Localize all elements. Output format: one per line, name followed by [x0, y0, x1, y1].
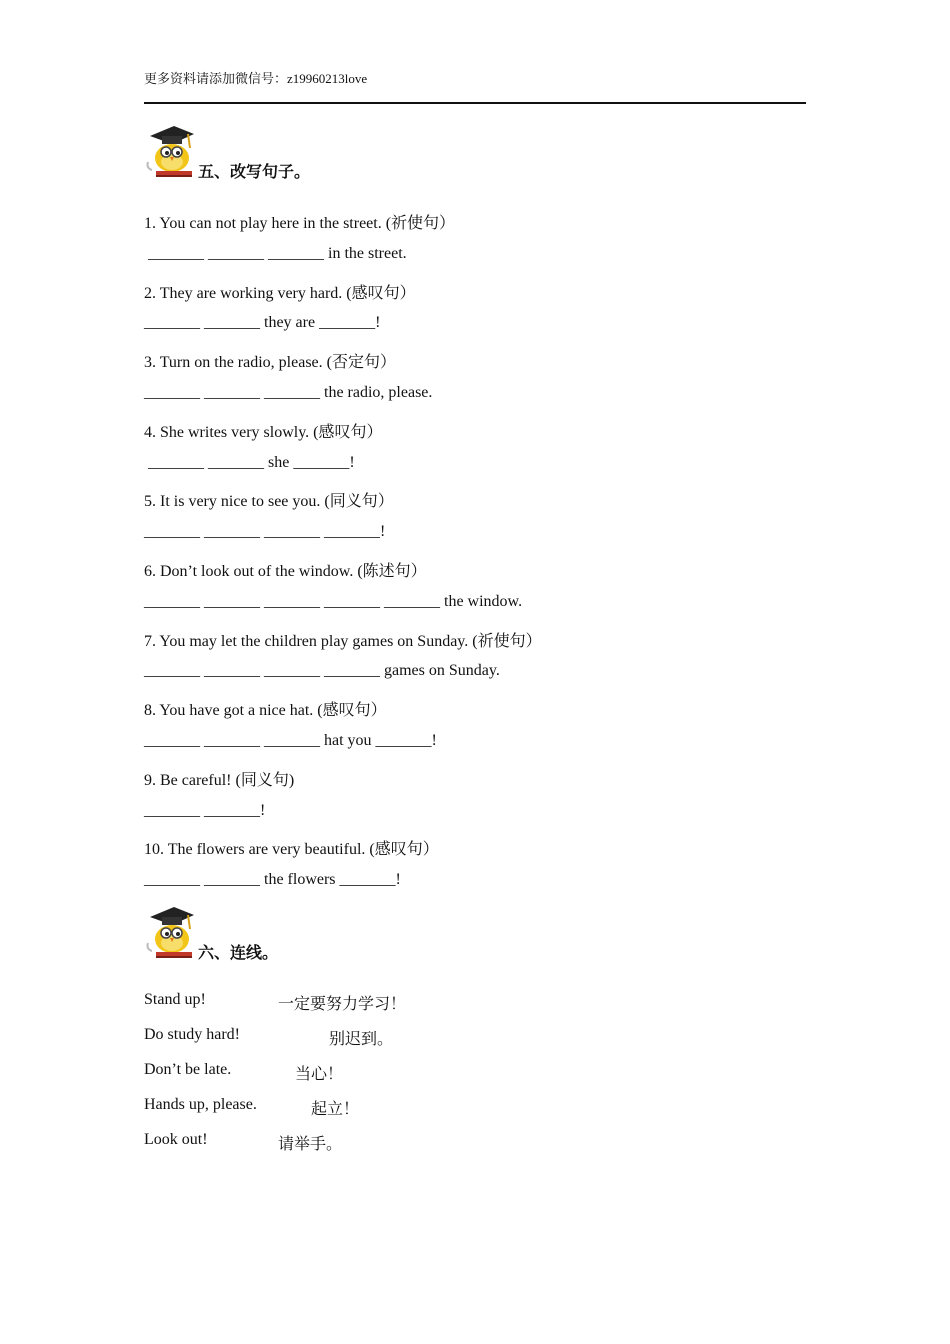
- match-chinese-item[interactable]: 请举手。: [278, 1136, 343, 1153]
- question-sentence: 1. You can not play here in the street. (祈使句）: [144, 215, 456, 232]
- match-english-item[interactable]: Do study hard!: [144, 1026, 240, 1043]
- match-english-item[interactable]: Look out!: [144, 1131, 208, 1148]
- section-header: [144, 903, 844, 961]
- question-sentence: 9. Be careful! (同义句): [144, 771, 295, 789]
- page-header-text: 更多资料请添加微信号：z19960213love: [144, 71, 368, 86]
- match-chinese-item[interactable]: 当心！: [295, 1066, 344, 1083]
- answer-blank-line[interactable]: _______ _______!: [144, 801, 266, 819]
- question-sentence: 6. Don’t look out of the window. (陈述句）: [144, 563, 427, 580]
- header-divider: [144, 102, 806, 104]
- match-chinese-item[interactable]: 一定要努力学习！: [278, 996, 407, 1013]
- section-title: 六、连线。: [198, 945, 279, 962]
- match-english-item[interactable]: Hands up, please.: [144, 1096, 257, 1113]
- question-sentence: 8. You have got a nice hat. (感叹句）: [144, 702, 387, 720]
- question-sentence: 4. She writes very slowly. (感叹句）: [144, 423, 383, 441]
- question-sentence: 3. Turn on the radio, please. (否定句）: [144, 354, 396, 372]
- answer-blank-line[interactable]: _______ _______ she _______!: [144, 453, 355, 471]
- answer-blank-line[interactable]: _______ _______ _______ _______ games on Sunday.: [144, 662, 500, 680]
- answer-blank-line[interactable]: _______ _______ _______ in the street.: [144, 244, 407, 262]
- answer-blank-line[interactable]: _______ _______ _______ the radio, please.: [144, 384, 433, 401]
- match-english-item[interactable]: Stand up!: [144, 991, 206, 1008]
- question-sentence: 7. You may let the children play games on Sunday. (祈使句）: [144, 632, 542, 650]
- match-chinese-item[interactable]: 起立！: [311, 1101, 360, 1118]
- question-sentence: 2. They are working very hard. (感叹句）: [144, 284, 416, 302]
- answer-blank-line[interactable]: _______ _______ _______ _______ _______ the window.: [144, 592, 523, 610]
- answer-blank-line[interactable]: _______ _______ _______ hat you _______!: [144, 732, 437, 749]
- question-sentence: 5. It is very nice to see you. (同义句）: [144, 493, 394, 511]
- match-english-item[interactable]: Don’t be late.: [144, 1061, 232, 1078]
- section-header: [144, 122, 844, 180]
- answer-blank-line[interactable]: _______ _______ they are _______!: [144, 314, 381, 332]
- graduate-bird-icon: [144, 122, 196, 178]
- question-sentence: 10. The flowers are very beautiful. (感叹句）: [144, 841, 439, 859]
- section-rewrite-sentences: [144, 122, 844, 902]
- match-chinese-item[interactable]: 别迟到。: [329, 1031, 394, 1048]
- answer-blank-line[interactable]: _______ _______ the flowers _______!: [144, 871, 401, 889]
- section-title: 五、改写句子。: [198, 164, 311, 181]
- answer-blank-line[interactable]: _______ _______ _______ _______!: [144, 523, 386, 541]
- graduate-bird-icon: [144, 903, 196, 959]
- section-matching: [144, 903, 844, 1163]
